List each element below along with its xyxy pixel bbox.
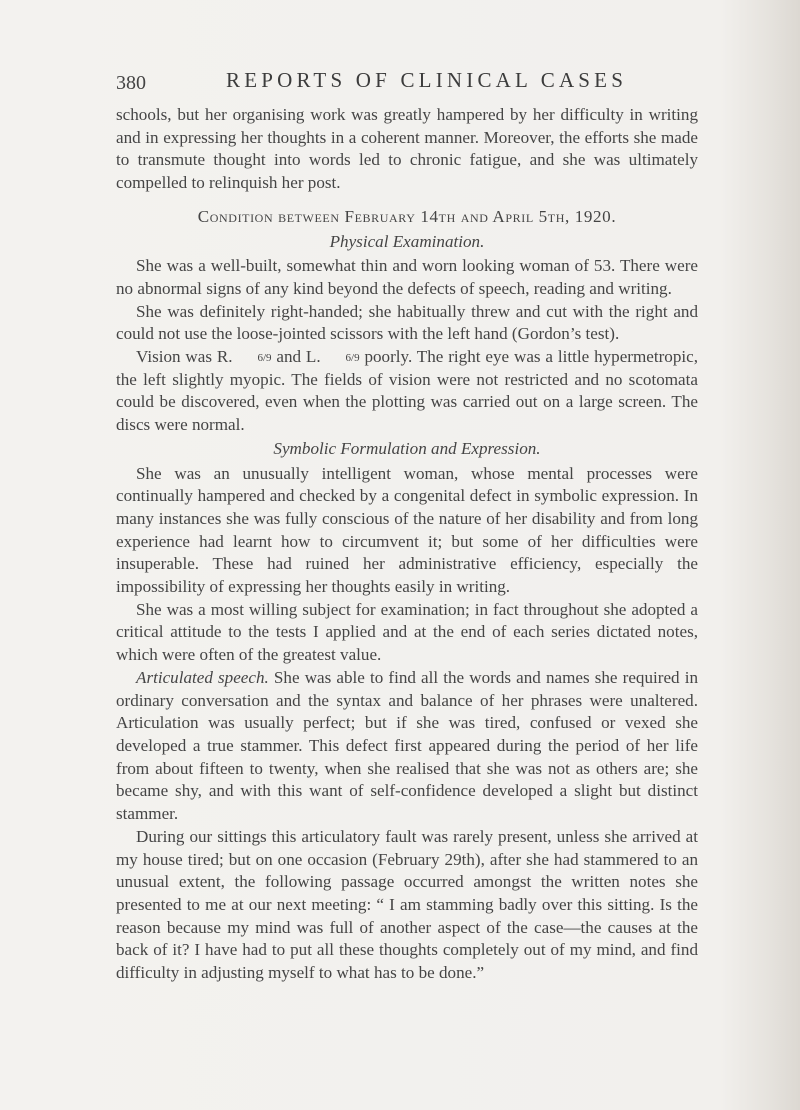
body-text bbox=[116, 104, 698, 985]
vision-fraction-left: 6/9 bbox=[345, 352, 360, 365]
vision-text-c: poorly. The right eye was a little hypermetropic, the left slightly myopic. The fields of vision were not restricted and no scotomata could be discovered, even when the plotting was carried out on a large screen. The discs were normal. bbox=[116, 347, 699, 435]
subheading-physical-examination: Physical Examination. bbox=[329, 231, 485, 251]
paragraph-intelligence: She was an unusually intelligent woman, whose mental processes were continually hampered and checked by a congenital defect in symbolic expression. In many instances she was fully conscious of the nature of her disability and from long experience had learnt how to circumvent it; but some of her difficulties were insuperable. These had ruined her administrative efficiency, especially the impossibility of expressing her thoughts easily in writing. bbox=[116, 463, 698, 597]
vision-fraction-right: 6/9 bbox=[257, 352, 272, 365]
paragraph-vision bbox=[116, 346, 698, 437]
vision-text-a: Vision was R. bbox=[136, 347, 233, 367]
section-heading: Condition between February 14th and April 5th, 1920. bbox=[197, 206, 617, 226]
paragraph-willing-subject: She was a most willing subject for examination; in fact throughout she adopted a critical attitude to the tests I applied and at the end of each series dictated notes, which were often of the greatest value. bbox=[116, 599, 698, 665]
paragraph-handedness: She was definitely right-handed; she habitually threw and cut with the right and could not use the loose-jointed scissors with the left hand (Gordon’s test). bbox=[116, 301, 698, 344]
runin-articulated-speech: Articulated speech. bbox=[136, 667, 269, 687]
subheading-symbolic-formulation: Symbolic Formulation and Expression. bbox=[273, 438, 541, 458]
paragraph-sittings: During our sittings this articulatory fault was rarely present, unless she arrived at my house tired; but on one occasion (February 29th), after she had stammered to an unusual extent, the following passage occurred amongst the written notes she presented to me at our next meeting: “ I am stamming badly over this sitting. Is the reason because my mind was full of another aspect of the case—the causes at the back of it? I have had to put all these thoughts completely out of my mind, and find difficulty in adjusting myself to what has to be done.” bbox=[116, 826, 698, 983]
page-number: 380 bbox=[116, 72, 146, 94]
running-title: REPORTS OF CLINICAL CASES bbox=[226, 68, 628, 92]
paragraph-continuation: schools, but her organising work was greatly hampered by her difficulty in writing and in expressing her thoughts in a coherent manner. Moreover, the efforts she made to transmute thought into words led to chronic fatigue, and she was ultimately compelled to relinquish her post. bbox=[116, 105, 698, 193]
paragraph-physical-description: She was a well-built, somewhat thin and worn looking woman of 53. There were no abnormal signs of any kind beyond the defects of speech, reading and writing. bbox=[116, 256, 698, 298]
paragraph-articulated-speech bbox=[116, 667, 698, 826]
articulated-speech-text: She was able to find all the words and names she required in ordinary conversation and the syntax and balance of her phrases were unaltered. Articulation was usually perfect; but if she was tired, confused or vexed she developed a true stammer. This defect first appeared during the period of her life from about fifteen to twenty, when she realised that she was not as others are; she became shy, and with this want of self-confidence developed a slight but distinct stammer. bbox=[116, 667, 698, 824]
running-head bbox=[116, 66, 696, 96]
vision-text-b: and L. bbox=[276, 347, 321, 367]
